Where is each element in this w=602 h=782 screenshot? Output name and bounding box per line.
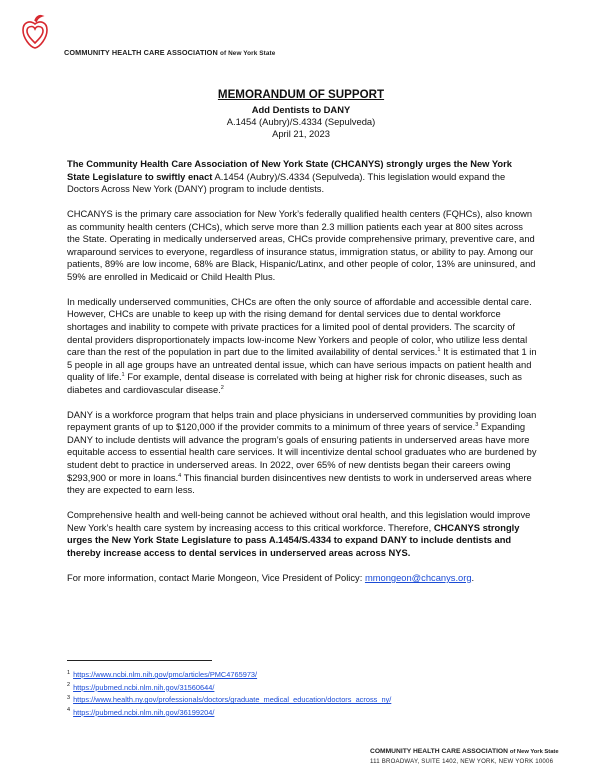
memo-subtitle: Add Dentists to DANY (251, 104, 351, 115)
memo-date: April 21, 2023 (272, 128, 330, 139)
paragraph-4-b: Expanding DANY to include dentists will advance the program’s goals of ensuring patients in underserved areas have more equitable access to essential health care services. It will incentivize dental school graduates who are burdened by student debt to practice in underserved areas. In 2022, over 65% of new dentists began their careers owing $293,900 or more in loans. (67, 422, 537, 483)
footnote-link[interactable]: https://www.health.ny.gov/professionals/doctors/graduate_medical_education/doctors_across_ny/ (73, 695, 392, 705)
paragraph-4-a: DANY is a workforce program that helps train and place physicians in underserved communities by providing loan repayment grants of up to $120,000 if the provider commits to a minimum of three years of service. (67, 409, 537, 433)
memo-bill: A.1454 (Aubry)/S.4334 (Sepulveda) (226, 116, 376, 127)
paragraph-3-c: For example, dental disease is correlated with being at higher risk for chronic diseases, such as diabetes and cardiovascular disease. (67, 372, 522, 395)
footer-org-state: of New York State (509, 749, 559, 755)
paragraph-3-b: It is estimated that 1 in 5 people in all age groups have an untreated dental issue, which can have serious impacts on patient health and quality of life. (67, 347, 537, 383)
memo-title: MEMORANDUM OF SUPPORT (217, 88, 385, 101)
footnote-number: 2 (67, 682, 71, 689)
footnote-ref: 1 (121, 372, 125, 379)
org-header-name: COMMUNITY HEALTH CARE ASSOCIATION (64, 48, 220, 57)
footnote-ref: 3 (475, 422, 479, 429)
footnote-ref: 4 (178, 472, 182, 479)
paragraph-1 (67, 158, 537, 196)
paragraph-4 (67, 409, 537, 497)
footnote-number: 4 (67, 707, 71, 714)
paragraph-1-bold: The Community Health Care Association of New York State (CHCANYS) strongly urges the New York State Legislature to swiftly enact (67, 159, 512, 182)
memo-heading (0, 88, 602, 140)
footer-address: 111 BROADWAY, SUITE 1402, NEW YORK, NEW YORK 10006 (370, 758, 554, 765)
paragraph-3 (67, 296, 537, 396)
footnotes (67, 669, 391, 719)
footer-org-name: COMMUNITY HEALTH CARE ASSOCIATION (370, 748, 510, 755)
footnote-link[interactable]: https://www.ncbi.nlm.nih.gov/pmc/articles/PMC4765973/ (73, 670, 258, 679)
paragraph-2: CHCANYS is the primary care association for New York’s federally qualified health centers (FQHCs), also known as community health centers (CHCs), which serve more than 2.3 million patients each year at 800 sites across the State. Operating in medically underserved areas, CHCs provide comprehensive primary, preventive care, and wraparound services to everyone, regardless of insurance status, immigration status, or ability to pay. Among our patients, 89% are low income, 68% are Black, Hispanic/Latinx, and other people of color, 13% are uninsured, and 59% are enrolled in Medicaid or Child Health Plus. (67, 209, 536, 282)
footnote-item (67, 694, 391, 707)
paragraph-3-a: In medically underserved communities, CHCs are often the only source of affordable and accessible dental care. However, CHCs are unable to keep up with the rising demand for dental services due to dental workforce shortages and inability to compete with private practices for a limited pool of dental providers. The scarcity of dental providers disproportionately impacts low-income New Yorkers and people of color, who utilize less dental care than the rest of the population in part due to the limited availability of dental services. (67, 296, 532, 358)
apple-heart-logo-icon (21, 14, 49, 50)
memo-body (67, 158, 537, 597)
paragraph-5-a: Comprehensive health and well-being cannot be achieved without oral health, and this legislation would improve New York’s health care system by increasing access to this critical workforce. Therefore, (67, 510, 531, 533)
org-header-state: of New York State (219, 50, 276, 57)
footnote-number: 1 (67, 669, 71, 676)
footer-org (370, 747, 559, 757)
org-header (64, 48, 275, 57)
paragraph-6 (67, 572, 537, 585)
contact-text: For more information, contact Marie Mongeon, Vice President of Policy: (67, 572, 365, 583)
paragraph-5-bold: CHCANYS strongly urges the New York State Legislature to pass A.1454/S.4334 to expand DANY to include dentists and thereby increase access to dental services in underserved areas across NYS. (67, 522, 520, 558)
footnote-link[interactable]: https://pubmed.ncbi.nlm.nih.gov/31560644/ (73, 682, 215, 692)
footnote-item (67, 682, 391, 695)
page-footer (370, 747, 559, 767)
footnote-item (67, 669, 391, 682)
contact-end: . (471, 572, 475, 583)
footnote-number: 3 (67, 694, 71, 701)
footnote-link[interactable]: https://pubmed.ncbi.nlm.nih.gov/36199204/ (73, 707, 215, 717)
paragraph-4-c: This financial burden disincentives new dentists to work in underserved areas where they are expected to earn less. (67, 472, 532, 496)
footnote-item (67, 707, 391, 720)
paragraph-1-rest: A.1454 (Aubry)/S.4334 (Sepulveda). This legislation would expand the Doctors Across New York (DANY) program to include dentists. (67, 171, 506, 195)
footnote-ref: 1 (437, 347, 441, 353)
footnote-divider (67, 660, 212, 661)
contact-email-link[interactable]: mmongeon@chcanys.org (364, 572, 472, 583)
paragraph-5 (67, 509, 537, 559)
footnote-ref: 2 (220, 384, 224, 391)
